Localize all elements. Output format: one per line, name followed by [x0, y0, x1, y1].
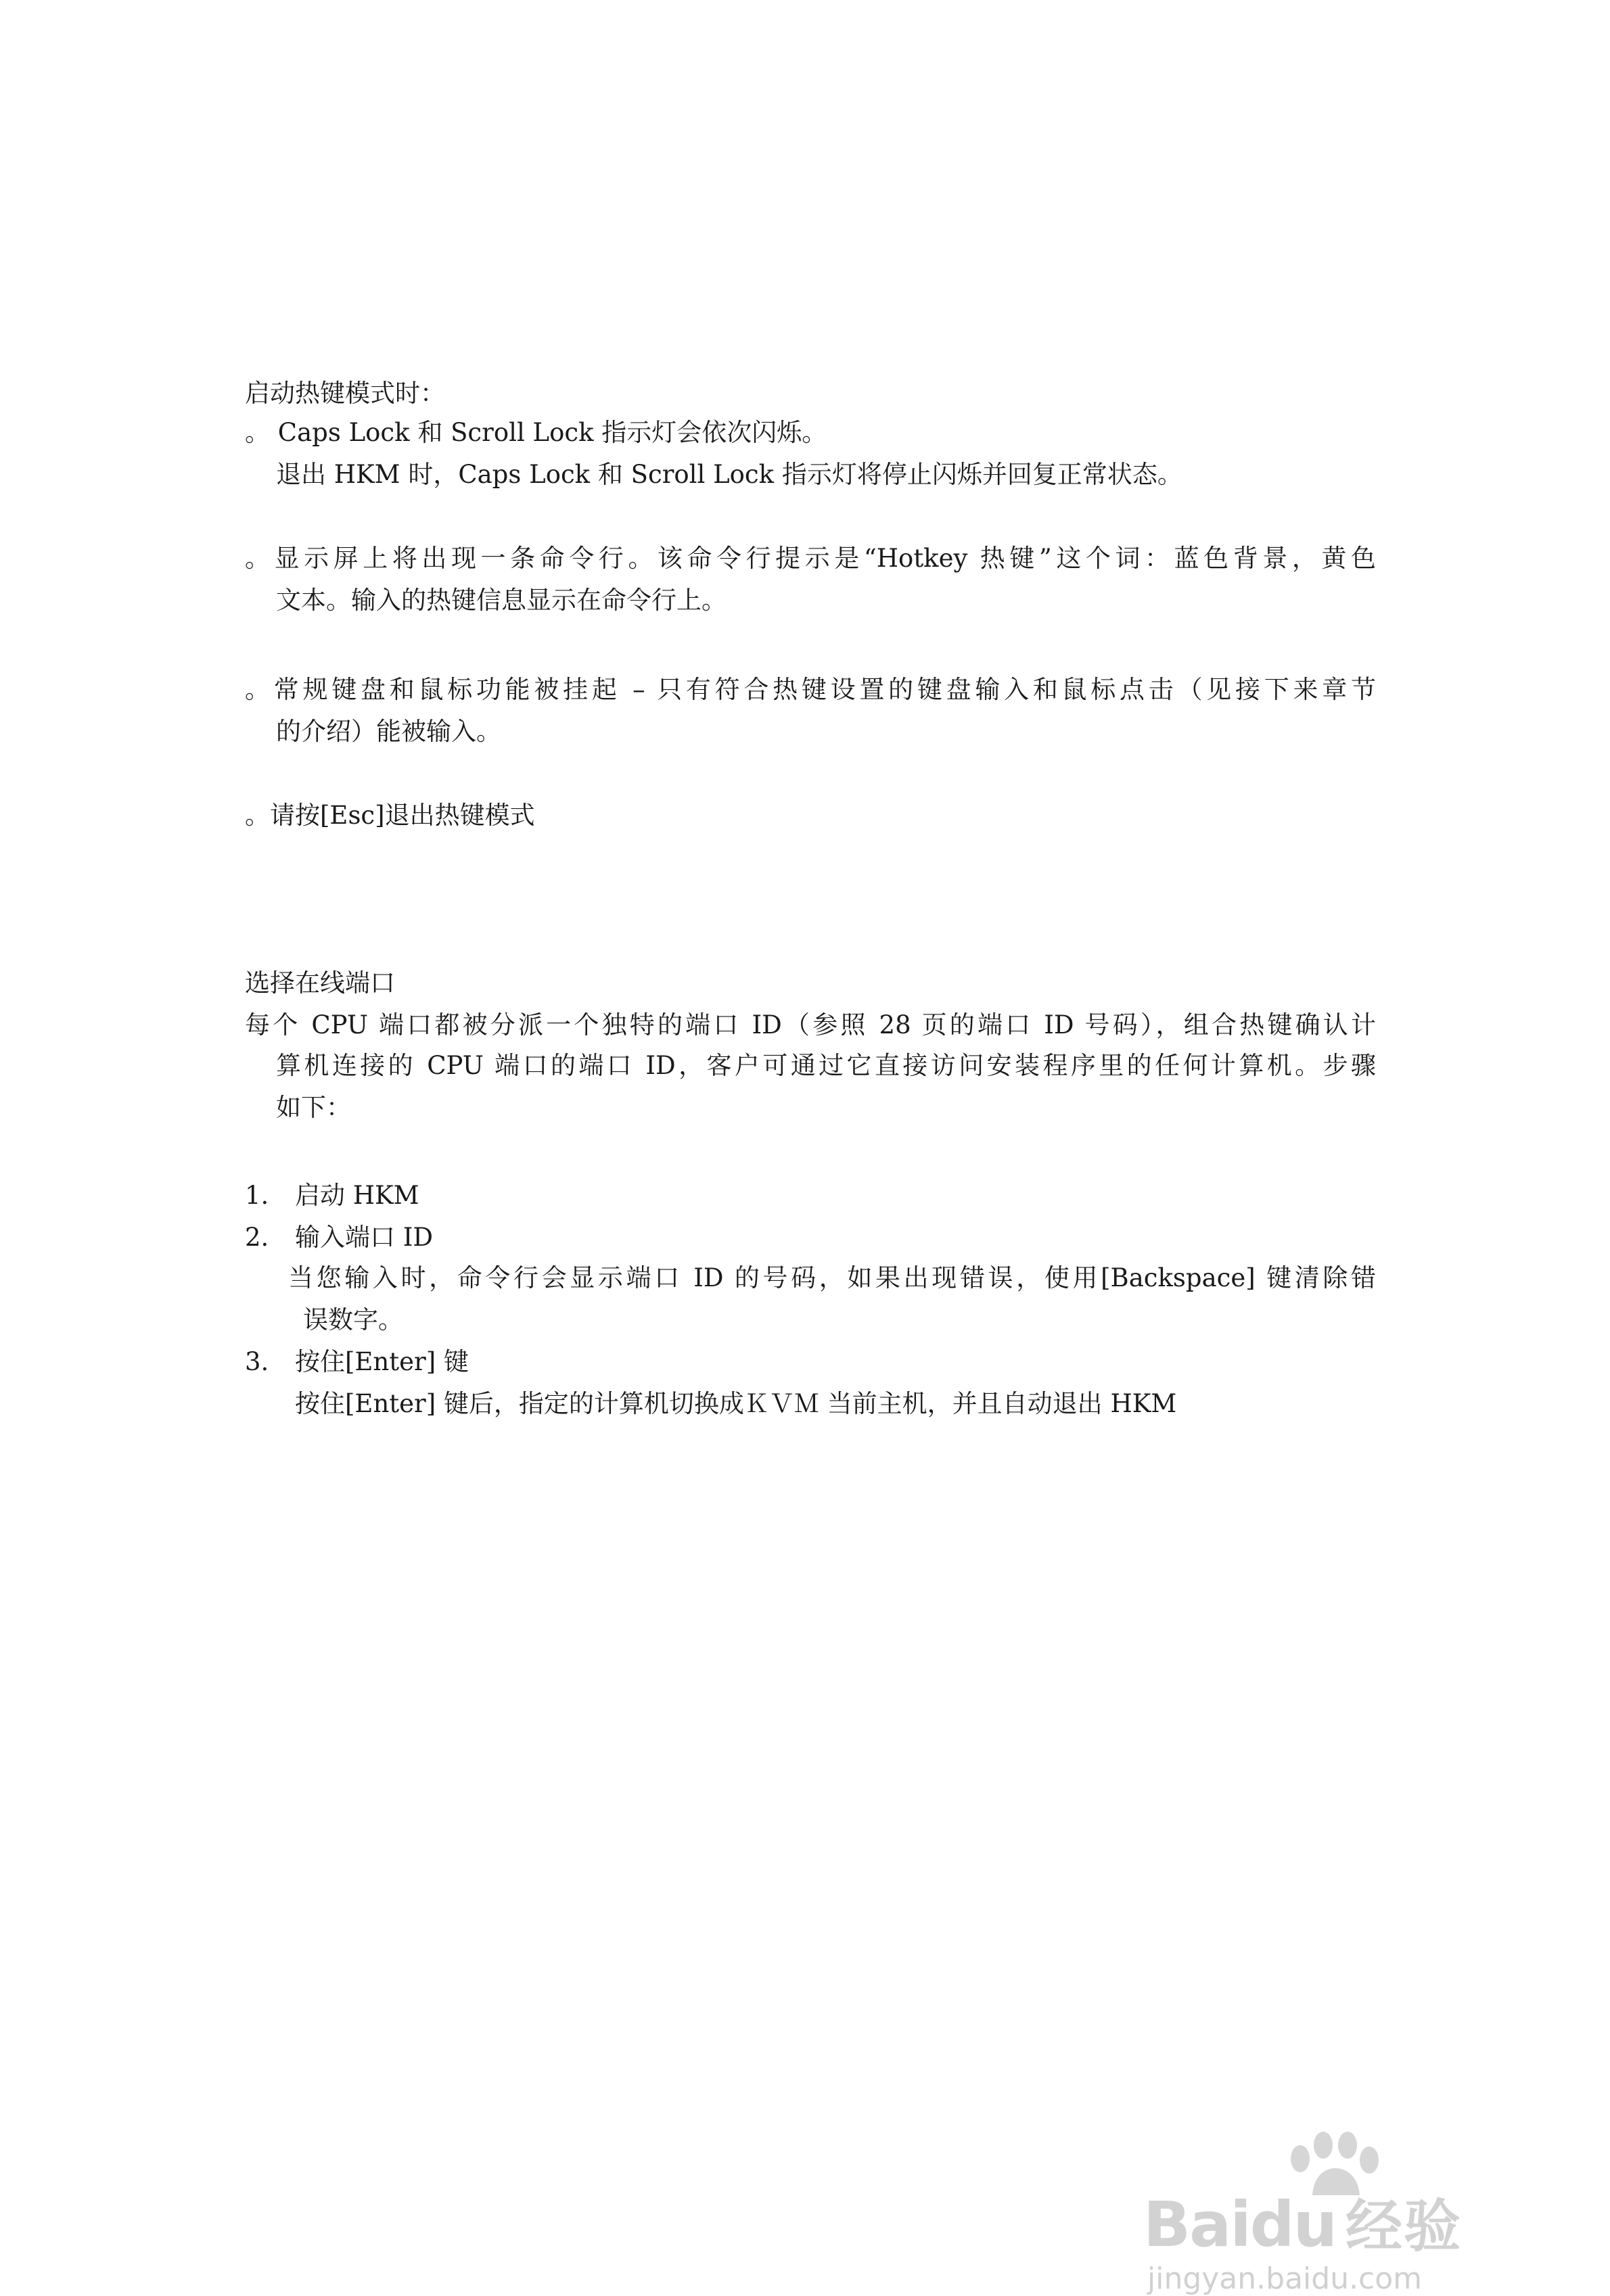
watermark-logo — [1143, 2188, 1463, 2261]
step-2-description-line-2: 误数字。 — [303, 1305, 403, 1334]
step-2-description-line-1: 当您输入时，命令行会显示端口 ID 的号码，如果出现错误，使用[Backspace] 键清除错 — [288, 1263, 1376, 1292]
step-3-description-line-1: 按住[Enter] 键后，指定的计算机切换成ＫＶＭ 当前主机，并且自动退出 HKM — [295, 1389, 1177, 1418]
step-3-number: 3. — [245, 1347, 269, 1376]
paw-icon — [1258, 2130, 1394, 2198]
watermark-logo-latin: Baidu — [1143, 2188, 1337, 2261]
bullet-3-line-1: 。常规键盘和鼠标功能被挂起 – 只有符合热键设置的键盘输入和鼠标点击（见接下来章节 — [245, 675, 1376, 704]
bullet-3-line-2: 的介绍）能被输入。 — [276, 717, 501, 746]
paragraph-line-2: 算机连接的 CPU 端口的端口 ID，客户可通过它直接访问安装程序里的任何计算机。步骤 — [276, 1051, 1376, 1080]
paragraph-line-3: 如下： — [276, 1093, 351, 1122]
step-1-number: 1. — [245, 1181, 269, 1210]
watermark-logo-cn: 经验 — [1346, 2193, 1463, 2259]
step-2-text: 输入端口 ID — [295, 1223, 434, 1252]
step-2-number: 2. — [245, 1223, 269, 1252]
section-heading-hotkey-mode: 启动热键模式时： — [245, 379, 445, 408]
bullet-1-line-2: 退出 HKM 时，Caps Lock 和 Scroll Lock 指示灯将停止闪烁并回复正常状态。 — [276, 460, 1182, 489]
paragraph-line-1: 每个 CPU 端口都被分派一个独特的端口 ID（参照 28 页的端口 ID 号码），组合热键确认计 — [245, 1010, 1376, 1039]
bullet-2-line-1: 。显示屏上将出现一条命令行。该命令行提示是“Hotkey 热键”这个词：蓝色背景，黄色 — [245, 544, 1376, 573]
watermark-url: jingyan.baidu.com — [1147, 2262, 1423, 2296]
section-heading-select-port: 选择在线端口 — [245, 968, 395, 998]
step-1-text: 启动 HKM — [295, 1181, 419, 1210]
baidu-jingyan-watermark — [1143, 2130, 1522, 2296]
bullet-2-line-2: 文本。输入的热键信息显示在命令行上。 — [276, 586, 727, 615]
bullet-4-line-1: 。请按[Esc]退出热键模式 — [245, 801, 535, 830]
step-3-text: 按住[Enter] 键 — [295, 1347, 469, 1376]
bullet-1-line-1: 。 Caps Lock 和 Scroll Lock 指示灯会依次闪烁。 — [245, 418, 827, 447]
